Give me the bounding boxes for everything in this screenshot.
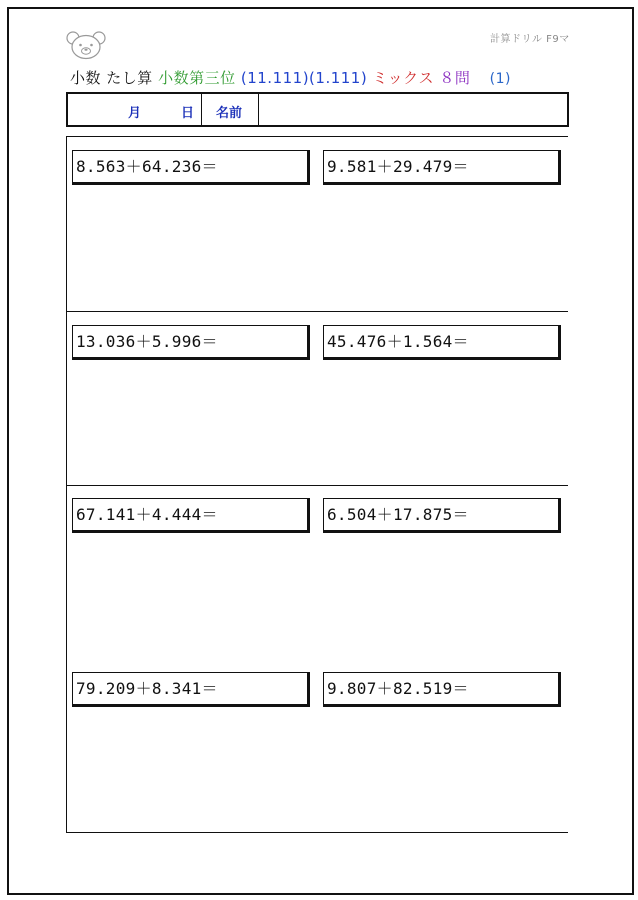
- problem-7[interactable]: 79.209＋8.341＝: [72, 672, 310, 707]
- problem-2[interactable]: 9.581＋29.479＝: [323, 150, 561, 185]
- problem-8[interactable]: 9.807＋82.519＝: [323, 672, 561, 707]
- name-label: 名前: [216, 106, 243, 121]
- title-mix: ミックス: [372, 69, 435, 87]
- bear-face-icon: [65, 30, 107, 60]
- divider: [201, 94, 202, 125]
- name-date-row: [66, 92, 569, 127]
- row-divider: [66, 311, 568, 312]
- problem-1[interactable]: 8.563＋64.236＝: [72, 150, 310, 185]
- divider: [258, 94, 259, 125]
- title-pattern: (11.111)(1.111): [240, 69, 368, 87]
- problem-5[interactable]: 67.141＋4.444＝: [72, 498, 310, 533]
- month-label: 月: [128, 106, 142, 121]
- problem-4[interactable]: 45.476＋1.564＝: [323, 325, 561, 360]
- brand-label: 計算ドリル F9マ: [490, 34, 570, 45]
- problem-3[interactable]: 13.036＋5.996＝: [72, 325, 310, 360]
- title-level: 小数第三位: [158, 69, 236, 87]
- day-label: 日: [181, 106, 195, 121]
- row-divider: [66, 485, 568, 486]
- title-count: ８問: [439, 69, 471, 87]
- worksheet-title: [70, 67, 511, 88]
- title-sheet-number: (1): [489, 71, 511, 87]
- title-topic: 小数 たし算: [70, 69, 153, 87]
- problem-6[interactable]: 6.504＋17.875＝: [323, 498, 561, 533]
